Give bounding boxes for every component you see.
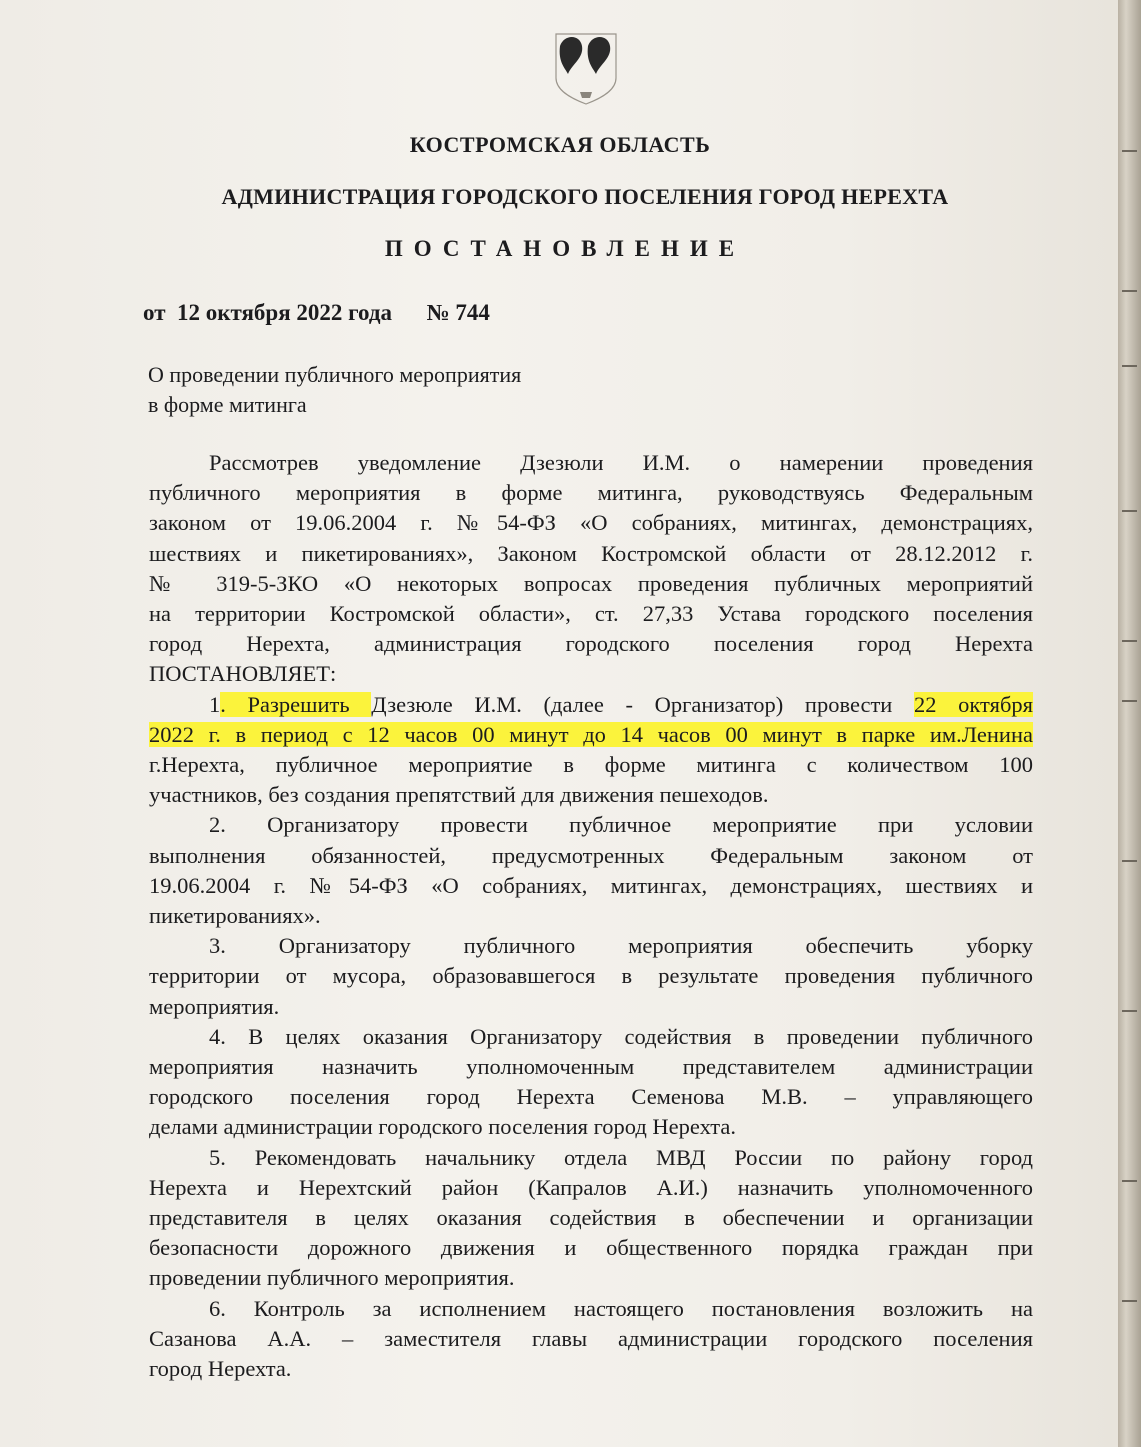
preamble-line: ПОСТАНОВЛЯЕТ: — [149, 661, 337, 687]
item-4-line: городского поселения город Нерехта Семенова М.В. – управляющего — [149, 1084, 1033, 1110]
item-3-line: территории от мусора, образовавшегося в результате проведения публичного — [149, 963, 1033, 989]
coat-of-arms-emblem — [550, 28, 622, 108]
item-4-line: делами администрации городского поселения город Нерехта. — [149, 1114, 737, 1140]
highlight-mark: 22 октября — [914, 691, 1033, 717]
item-2-line: выполнения обязанностей, предусмотренных Федеральным законом от — [149, 842, 1033, 868]
item-4-line: мероприятия назначить уполномоченным представителем администрации — [149, 1054, 1033, 1080]
preamble-line: город Нерехта, администрация городского поселения город Нерехта — [149, 631, 1033, 657]
item-6-line: город Нерехта. — [149, 1356, 292, 1382]
item-6-line: Сазанова А.А. – заместителя главы администрации городского поселения — [149, 1325, 1033, 1351]
page-edge — [1118, 0, 1141, 1447]
preamble-line: публичного мероприятия в форме митинга, руководствуясь Федеральным — [149, 480, 1033, 506]
item-6-line: 6. Контроль за исполнением настоящего постановления возложить на — [209, 1295, 1033, 1321]
item-1-line: участников, без создания препятствий для движения пешеходов. — [149, 782, 769, 808]
item-2-line: пикетированиях». — [149, 903, 321, 929]
highlight-mark: 2022 г. в период с 12 часов 00 минут до 14 часов 00 минут в парке им.Ленина — [149, 721, 1033, 747]
item-5-line: безопасности дорожного движения и общественного порядка граждан при — [149, 1235, 1033, 1261]
preamble-line: шествиях и пикетированиях», Законом Костромской области от 28.12.2012 г. — [149, 540, 1033, 566]
item-1-line — [149, 720, 1033, 750]
item-5-line: проведении публичного мероприятия. — [149, 1265, 515, 1291]
item-3-line: 3. Организатору публичного мероприятия обеспечить уборку — [209, 933, 1033, 959]
item-3-line: мероприятия. — [149, 993, 280, 1019]
item-5-line: 5. Рекомендовать начальнику отдела МВД России по району город — [209, 1144, 1033, 1170]
item-5-line: представителя в целях оказания содействия в обеспечении и организации — [149, 1205, 1033, 1231]
item-4-line: 4. В целях оказания Организатору содействия в проведении публичного — [209, 1023, 1033, 1049]
preamble-line: на территории Костромской области», ст. 27,33 Устава городского поселения — [149, 601, 1033, 627]
date-number-line: от 12 октября 2022 года № 744 — [143, 300, 490, 325]
subject-line: в форме митинга — [148, 392, 307, 417]
item-5-line: Нерехта и Нерехтский район (Капралов А.И.) назначить уполномоченного — [149, 1174, 1033, 1200]
subject-block — [148, 360, 521, 420]
subject-line: О проведении публичного мероприятия — [148, 362, 522, 387]
preamble-line: законом от 19.06.2004 г. №54-ФЗ «О собраниях, митингах, демонстрациях, — [149, 510, 1033, 536]
item-1-line: 1. Разрешить Дзезюле И.М. (далее - Организатор) провести 22 октября — [209, 691, 1033, 717]
document-type-title: ПОСТАНОВЛЕНИЕ — [384, 236, 746, 261]
preamble-line: Рассмотрев уведомление Дзезюли И.М. о намерении проведения — [209, 450, 1033, 475]
item-1-line: г.Нерехта, публичное мероприятие в форме митинга с количеством 100 — [149, 752, 1033, 778]
item-2-line: 19.06.2004 г. №54-ФЗ «О собраниях, митингах, демонстрациях, шествиях и — [149, 872, 1033, 898]
item-2-line: 2. Организатору провести публичное мероприятие при условии — [209, 812, 1033, 838]
preamble-line: № 319-5-ЗКО «О некоторых вопросах проведения публичных мероприятий — [149, 570, 1033, 596]
administration-title: АДМИНИСТРАЦИЯ ГОРОДСКОГО ПОСЕЛЕНИЯ ГОРОД НЕРЕХТА — [221, 184, 949, 209]
region-title: КОСТРОМСКАЯ ОБЛАСТЬ — [409, 132, 711, 157]
highlight-mark: . Разрешить — [220, 691, 372, 717]
document-body — [149, 448, 1033, 1384]
